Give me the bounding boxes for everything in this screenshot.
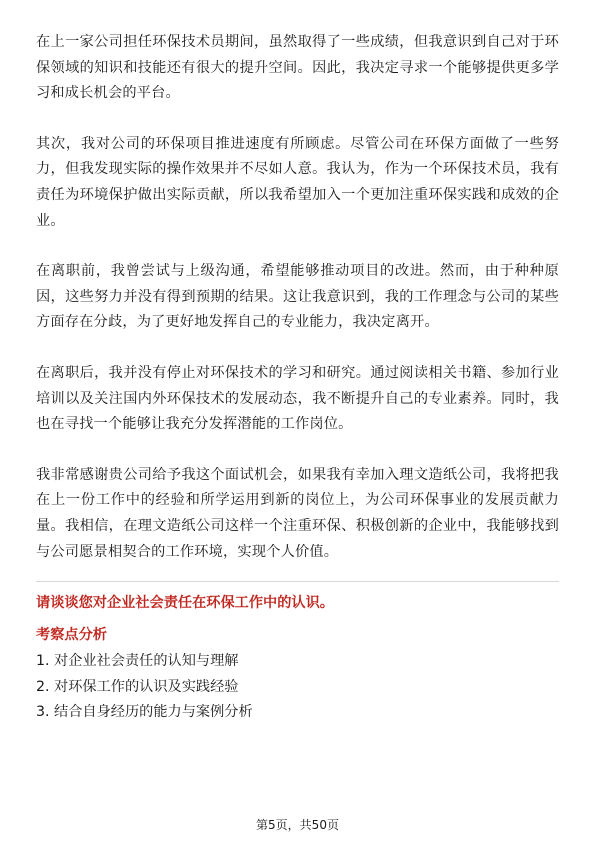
interview-question: 请谈谈您对企业社会责任在环保工作中的认识。 bbox=[36, 595, 334, 612]
list-item: 2. 对环保工作的认识及实践经验 bbox=[36, 678, 239, 695]
paragraph-2: 其次，我对公司的环保项目推进速度有所顾虑。尽管公司在环保方面做了一些努力，但我发现实际的操作效果并不尽如人意。我认为，作为一个环保技术员，我有责任为环境保护做出实际贡献，所以我希望加入一个更加注重环保实践和成效的企业。 bbox=[36, 135, 559, 229]
section-divider bbox=[36, 581, 559, 582]
analysis-title: 考察点分析 bbox=[36, 627, 107, 644]
document-body bbox=[36, 30, 559, 726]
paragraph-4: 在离职后，我并没有停止对环保技术的学习和研究。通过阅读相关书籍、参加行业培训以及关注国内外环保技术的发展动态，我不断提升自己的专业素养。同时，我也在寻找一个能够让我充分发挥潜能的工作岗位。 bbox=[36, 364, 559, 433]
paragraph-3: 在离职前，我曾尝试与上级沟通，希望能够推动项目的改进。然而，由于种种原因，这些努力并没有得到预期的结果。这让我意识到，我的工作理念与公司的某些方面存在分歧，为了更好地发挥自己的专业能力，我决定离开。 bbox=[36, 263, 559, 331]
paragraph-5: 我非常感谢贵公司给予我这个面试机会，如果我有幸加入理文造纸公司，我将把我在上一份工作中的经验和所学运用到新的岗位上，为公司环保事业的发展贡献力量。我相信，在理文造纸公司这样一个注重环保、积极创新的企业中，我能够找到与公司愿景相契合的工作环境，实现个人价值。 bbox=[36, 466, 559, 560]
analysis-list bbox=[36, 649, 559, 726]
paragraph-1: 在上一家公司担任环保技术员期间，虽然取得了一些成绩，但我意识到自己对于环保领域的知识和技能还有很大的提升空间。因此，我决定寻求一个能够提供更多学习和成长机会的平台。 bbox=[36, 34, 559, 102]
page-number: 第5页，共50页 bbox=[256, 818, 339, 832]
list-item: 1. 对企业社会责任的认知与理解 bbox=[36, 653, 239, 670]
list-item: 3. 结合自身经历的能力与案例分析 bbox=[36, 704, 253, 721]
